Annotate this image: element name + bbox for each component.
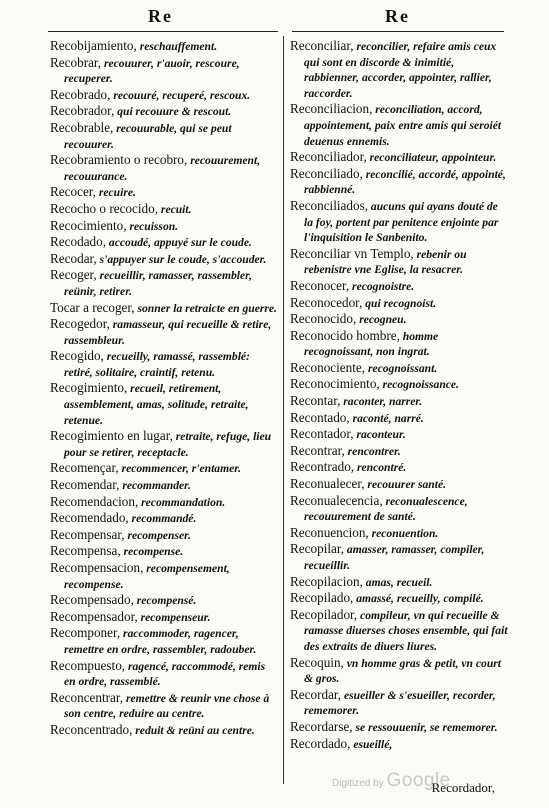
dictionary-entry — [290, 687, 508, 719]
entry-definition: recommandation. — [138, 495, 226, 509]
entry-headword: Recomendado, — [50, 510, 129, 526]
entry-definition: recogneu. — [356, 313, 407, 327]
dictionary-entry — [50, 527, 278, 544]
entry-headword: Recogedor, — [50, 316, 110, 332]
header-rule-left — [48, 31, 278, 32]
dictionary-entry — [290, 459, 508, 476]
entry-headword: Reconciliado, — [290, 165, 363, 181]
dictionary-entry — [50, 609, 278, 626]
entry-definition: ramasseur, qui recueille & retire, rassembleur. — [64, 318, 272, 347]
entry-headword: Recobrar, — [50, 54, 102, 70]
dictionary-entry — [290, 376, 508, 393]
entry-headword: Recordar, — [290, 686, 342, 702]
entry-definition: raccommoder, ragencer, remettre en ordre, rassembler, radouber. — [64, 627, 257, 656]
entry-headword: Recogimiento, — [50, 380, 128, 396]
dictionary-entry — [50, 658, 278, 690]
entry-headword: Reconuencion, — [290, 524, 369, 540]
entry-definition: reconuention. — [368, 526, 439, 540]
entry-definition: recompenser. — [124, 528, 191, 542]
entry-definition: qui recognoist. — [362, 296, 437, 310]
entry-headword: Reconciliar, — [290, 38, 354, 53]
entry-headword: Tocar a recoger, — [50, 299, 135, 315]
entry-definition: recommencer, r'entamer. — [118, 462, 242, 476]
entry-definition: reconciliateur, appointeur. — [366, 151, 497, 165]
entry-headword: Reconocimiento, — [290, 376, 380, 392]
entry-headword: Recocho o recocido, — [50, 200, 159, 216]
dictionary-entry — [50, 267, 278, 299]
dictionary-entry — [50, 251, 278, 268]
entry-definition: accoudé, appuyé sur le coude. — [106, 236, 252, 250]
entry-definition: reconcilié, accordé, appointé, rabbienné. — [304, 167, 506, 197]
entry-definition: amassé, recueilly, compilé. — [353, 592, 484, 606]
entry-definition: recognoistre. — [349, 279, 415, 293]
entry-definition: sonner la retraicte en guerre. — [134, 301, 277, 315]
entry-definition: amasser, ramasser, compiler, recueillir. — [304, 543, 485, 572]
dictionary-entry — [50, 560, 278, 592]
entry-headword: Reconocido, — [290, 311, 357, 327]
entry-headword: Reconciliacion, — [290, 101, 373, 117]
entry-definition: recueillir, ramasser, rassembler, reünir, retirer. — [64, 269, 252, 298]
dictionary-entry — [290, 360, 508, 377]
entry-headword: Reconciliador, — [290, 149, 367, 165]
entry-headword: Recogimiento en lugar, — [50, 428, 173, 444]
dictionary-entry — [50, 103, 278, 120]
entry-headword: Recontrar, — [290, 442, 345, 458]
entry-headword: Recopilado, — [290, 590, 354, 606]
entry-definition: compileur, vn qui recueille & ramasse diuerses choses ensemble, qui fait des extraits de diuers liures. — [304, 608, 508, 653]
entry-definition: se ressouuenir, se rememorer. — [352, 720, 498, 734]
dictionary-entry — [290, 101, 508, 149]
dictionary-entry — [290, 590, 508, 607]
entry-headword: Recocimiento, — [50, 217, 127, 233]
entry-definition: raconté, narré. — [349, 411, 424, 425]
dictionary-entry — [50, 55, 278, 87]
dictionary-entry — [290, 278, 508, 295]
dictionary-entry — [50, 218, 278, 235]
dictionary-entry — [50, 460, 278, 477]
entry-headword: Recopilacion, — [290, 573, 363, 589]
entry-definition: recognoissant. — [365, 361, 438, 375]
dictionary-entry — [50, 494, 278, 511]
entry-definition: recouurer, r'auoir, rescoure, recuperer. — [64, 56, 240, 86]
right-column — [290, 38, 508, 752]
entry-headword: Recomponer, — [50, 625, 121, 641]
dictionary-entry — [290, 655, 508, 687]
entry-definition: rebenir ou rebenistre vne Eglise, la resacrer. — [304, 247, 467, 277]
entry-headword: Recobrador, — [50, 103, 115, 119]
entry-definition: s'appuyer sur le coude, s'accouder. — [96, 252, 267, 266]
entry-definition: recouurable, qui se peut recouurer. — [64, 121, 232, 151]
entry-headword: Recoger, — [50, 267, 97, 283]
entry-definition: esueillé, — [350, 737, 393, 751]
running-head-left: Re — [148, 6, 173, 26]
dictionary-entry — [290, 198, 508, 246]
entry-definition: recouuré, recuperé, rescoux. — [110, 88, 251, 102]
dictionary-entry — [50, 184, 278, 201]
dictionary-entry — [290, 295, 508, 312]
dictionary-entry — [290, 166, 508, 198]
dictionary-entry — [50, 428, 278, 460]
dictionary-entry — [290, 149, 508, 166]
entry-definition: reconcilier, refaire amis ceux qui sont en discorde & inimitié, rabbienner, accorder, appointer, rallier, raccorder. — [304, 40, 497, 100]
dictionary-entry — [50, 201, 278, 218]
entry-headword: Recontar, — [290, 393, 341, 409]
entry-headword: Recobrado, — [50, 86, 111, 102]
entry-definition: recompensement, recompense. — [64, 562, 230, 591]
entry-headword: Recompensar, — [50, 526, 125, 542]
entry-headword: Recodar, — [50, 250, 97, 266]
entry-definition: amas, recueil. — [362, 575, 433, 589]
entry-definition: remettre & reunir vne chose à son centre, reduire au centre. — [64, 691, 270, 721]
entry-definition: recouurer santé. — [364, 478, 447, 492]
entry-definition: raconter, narrer. — [340, 395, 423, 409]
entry-definition: recuit. — [158, 202, 192, 216]
entry-definition: recompenseur. — [137, 610, 211, 624]
entry-headword: Recontador, — [290, 426, 354, 442]
entry-headword: Recomendar, — [50, 477, 120, 493]
entry-headword: Recobrable, — [50, 119, 114, 135]
entry-definition: rencontrer. — [344, 444, 401, 458]
entry-definition: aucuns qui ayans douté de la foy, portent par penitence enjointe par l'inquisition le Sanbenito. — [304, 199, 499, 245]
dictionary-entry — [290, 426, 508, 443]
dictionary-entry — [50, 120, 278, 152]
entry-headword: Recobramiento o recobro, — [50, 152, 188, 168]
entry-definition: rencontré. — [354, 461, 407, 475]
entry-definition: recouurement, recouurance. — [64, 154, 261, 183]
entry-definition: vn homme gras & petit, vn court & gros. — [304, 656, 502, 686]
dictionary-entry — [290, 393, 508, 410]
entry-headword: Reconcentrar, — [50, 689, 124, 705]
entry-headword: Reconualecer, — [290, 476, 365, 492]
dictionary-entry — [50, 625, 278, 657]
entry-definition: recommandé. — [128, 512, 197, 526]
dictionary-entry — [290, 410, 508, 427]
entry-definition: reconualescence, recouurement de santé. — [304, 494, 468, 524]
entry-headword: Reconcentrado, — [50, 721, 133, 737]
entry-headword: Recoquin, — [290, 654, 344, 670]
entry-definition: recuire. — [95, 186, 136, 200]
entry-definition: reduit & reüni au centre. — [132, 723, 255, 737]
dictionary-entry — [290, 541, 508, 573]
dictionary-entry — [290, 525, 508, 542]
entry-definition: qui recouure & rescout. — [114, 105, 232, 119]
entry-headword: Recopilador, — [290, 606, 358, 622]
entry-definition: reschauffement. — [136, 40, 218, 53]
dictionary-entry — [290, 311, 508, 328]
dictionary-entry — [50, 152, 278, 184]
dictionary-entry — [50, 316, 278, 348]
entry-definition: recompensé. — [133, 594, 197, 608]
entry-definition: recueilly, ramassé, rassemblé: retiré, solitaire, craintif, retenu. — [64, 350, 250, 379]
dictionary-entry — [50, 592, 278, 609]
entry-headword: Recompuesto, — [50, 657, 126, 673]
entry-headword: Recomendacion, — [50, 493, 139, 509]
entry-headword: Recocer, — [50, 184, 96, 200]
left-column — [50, 38, 278, 739]
entry-headword: Recodado, — [50, 234, 107, 250]
running-head-right: Re — [385, 6, 410, 26]
entry-headword: Recordado, — [290, 735, 351, 751]
dictionary-entry — [290, 246, 508, 278]
entry-definition: recommander. — [119, 479, 191, 493]
dictionary-entry — [50, 38, 278, 55]
entry-definition: homme recognoissant, non ingrat. — [304, 329, 439, 359]
dictionary-entry — [50, 543, 278, 560]
header-rule-right — [292, 31, 504, 32]
dictionary-entry — [50, 348, 278, 380]
dictionary-entry — [50, 690, 278, 722]
entry-headword: Reconocer, — [290, 277, 350, 293]
entry-headword: Recopilar, — [290, 541, 345, 557]
entry-headword: Recompensa, — [50, 543, 121, 559]
entry-headword: Recompensador, — [50, 608, 138, 624]
entry-headword: Reconocido hombre, — [290, 327, 400, 343]
entry-definition: recognoissance. — [379, 378, 459, 392]
entry-definition: raconteur. — [353, 428, 406, 442]
entry-headword: Recordarse, — [290, 718, 353, 734]
entry-headword: Reconciliados, — [290, 197, 369, 213]
entry-headword: Recompensado, — [50, 592, 134, 608]
entry-definition: ragencé, raccommodé, remis en ordre, rassemblé. — [64, 659, 266, 689]
dictionary-entry — [290, 476, 508, 493]
entry-headword: Reconociente, — [290, 359, 366, 375]
dictionary-entry — [290, 719, 508, 736]
entry-headword: Recomençar, — [50, 460, 119, 476]
dictionary-entry — [50, 380, 278, 428]
dictionary-entry — [50, 722, 278, 739]
catchword: Recordador, — [431, 780, 495, 795]
entry-headword: Recogido, — [50, 348, 104, 364]
dictionary-entry — [50, 300, 278, 317]
entry-headword: Reconocedor, — [290, 294, 363, 310]
entry-headword: Recobijamiento, — [50, 38, 137, 53]
dictionary-entry — [50, 510, 278, 527]
dictionary-entry — [290, 574, 508, 591]
entry-headword: Recontrado, — [290, 459, 355, 475]
dictionary-entry — [290, 38, 508, 101]
entry-headword: Recompensacion, — [50, 560, 144, 575]
entry-definition: recuisson. — [126, 219, 179, 233]
dictionary-entry — [290, 328, 508, 360]
entry-headword: Reconciliar vn Templo, — [290, 245, 414, 261]
entry-headword: Recontado, — [290, 409, 350, 425]
dictionary-entry — [290, 607, 508, 655]
dictionary-entry — [50, 87, 278, 104]
entry-definition: retraite, refuge, lieu pour se retirer, receptacle. — [64, 430, 272, 459]
entry-headword: Reconualecencia, — [290, 492, 383, 508]
watermark-brand: Google — [386, 770, 451, 791]
dictionary-entry — [50, 234, 278, 251]
column-divider — [283, 36, 284, 784]
entry-definition: reconciliation, accord, appointement, paix entre amis qui seroiét deuenus ennemis. — [304, 103, 502, 148]
dictionary-entry — [290, 493, 508, 525]
dictionary-entry — [290, 736, 508, 753]
dictionary-entry — [50, 477, 278, 494]
watermark-prefix: Digitized by — [332, 778, 384, 789]
entry-definition: esueiller & s'esueiller, recorder, rememorer. — [304, 688, 496, 718]
dictionary-entry — [290, 443, 508, 460]
entry-definition: recueil, retirement, assemblement, amas, solitude, retraite, retenue. — [64, 382, 249, 427]
entry-definition: recompense. — [120, 545, 184, 559]
